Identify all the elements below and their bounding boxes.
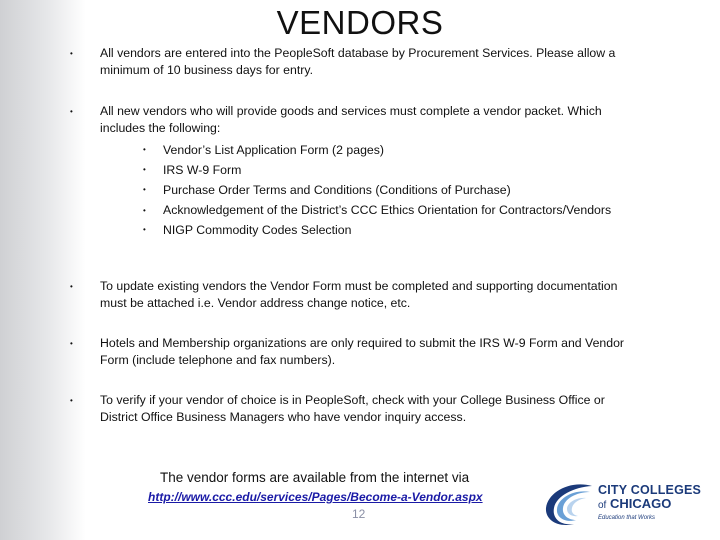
sub-bullet-list (100, 140, 640, 240)
bullet-dot-icon: • (70, 49, 73, 58)
sub-bullet-text: Acknowledgement of the District’s CCC Ethics Orientation for Contractors/Vendors (163, 203, 612, 217)
sub-bullet-dot-icon: • (143, 206, 146, 215)
sub-bullet-item (100, 140, 640, 160)
logo-line-1: CITY COLLEGES (598, 483, 702, 497)
slide-title: VENDORS (276, 4, 444, 41)
bullet-text: To verify if your vendor of choice is in PeopleSoft, check with your College Business Office or District Office Business Managers who have vendor inquiry access. (100, 393, 605, 424)
footer-note: The vendor forms are available from the internet via (160, 470, 470, 485)
sub-bullet-dot-icon: • (143, 145, 146, 154)
sub-bullet-text: IRS W-9 Form (163, 163, 242, 177)
sub-bullet-item (100, 200, 640, 220)
sub-bullet-item (100, 160, 640, 180)
bullet-dot-icon: • (70, 107, 73, 116)
bullet-text: All new vendors who will provide goods and services must complete a vendor packet. Which includes the following: (100, 104, 602, 135)
logo-of: of (598, 500, 607, 511)
logo-chicago: CHICAGO (609, 496, 672, 511)
bullet-text: Hotels and Membership organizations are only required to submit the IRS W-9 Form and Vendor Form (include telephone and fax numbers). (100, 336, 625, 367)
bullet-text: All vendors are entered into the PeopleSoft database by Procurement Services. Please allow a minimum of 10 business days for entry. (100, 46, 616, 77)
swoosh-logo-icon (540, 478, 598, 534)
city-colleges-logo (540, 478, 715, 534)
bullet-text-block (100, 103, 640, 240)
page-number: 12 (352, 507, 366, 521)
sub-bullet-text: NIGP Commodity Codes Selection (163, 223, 352, 237)
sub-bullet-dot-icon: • (143, 165, 146, 174)
bullet-text: To update existing vendors the Vendor Form must be completed and supporting documentation must be attached i.e. Vendor address change notice, etc. (100, 279, 618, 310)
sub-bullet-item (100, 220, 640, 240)
sub-bullet-text: Vendor’s List Application Form (2 pages) (163, 143, 385, 157)
left-gradient-band (0, 0, 86, 540)
sub-bullet-dot-icon: • (143, 225, 146, 234)
bullet-dot-icon: • (70, 282, 73, 291)
logo-tagline: Education that Works (598, 515, 656, 521)
sub-bullet-dot-icon: • (143, 185, 146, 194)
sub-bullet-item (100, 180, 640, 200)
sub-bullet-text: Purchase Order Terms and Conditions (Conditions of Purchase) (163, 183, 511, 197)
logo-text (598, 484, 718, 522)
bullet-dot-icon: • (70, 339, 73, 348)
vendor-forms-link[interactable]: http://www.ccc.edu/services/Pages/Become-a-Vendor.aspx (148, 490, 483, 504)
bullet-dot-icon: • (70, 396, 73, 405)
logo-line-2 (598, 497, 718, 513)
